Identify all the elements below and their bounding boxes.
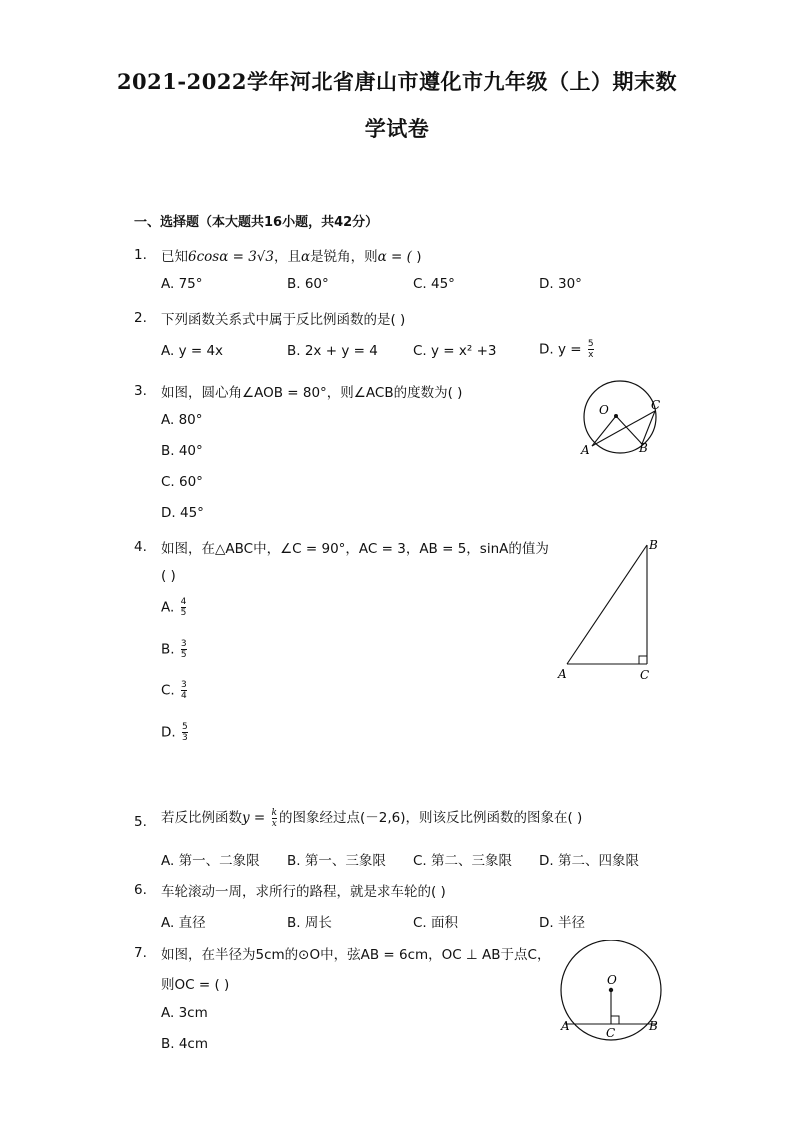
q4-option-a[interactable] (161, 597, 188, 618)
q6-option-b[interactable]: B. 周长 (287, 915, 332, 931)
q5-post: 的图象经过点(－2,6)，则该反比例函数的图象在( ) (279, 810, 583, 826)
fraction-numerator: 3 (180, 639, 187, 649)
q3-option-c[interactable]: C. 60° (161, 474, 203, 490)
fraction-denominator: 5 (180, 650, 187, 660)
question-6-stem: 车轮滚动一周，求所行的路程，就是求车轮的( ) (161, 884, 446, 900)
q2-option-d[interactable] (539, 339, 596, 360)
q6-option-d[interactable]: D. 半径 (539, 915, 585, 931)
question-7-stem: 如图，在半径为5cm的⊙O中，弦AB = 6cm，OC ⊥ AB于点C， (161, 947, 551, 963)
q3-circle-figure (570, 380, 680, 464)
fraction-numerator: k (271, 807, 277, 818)
q1-option-a[interactable]: A. 75° (161, 276, 203, 292)
q4-triangle-figure (553, 535, 673, 689)
fraction-denominator: 4 (181, 691, 187, 701)
question-number: 1. (134, 247, 147, 263)
question-2-stem: 下列函数关系式中属于反比例函数的是( ) (161, 312, 406, 328)
q1-option-c[interactable]: C. 45° (413, 276, 455, 292)
section-heading: 一、选择题（本大题共16小题，共42分） (134, 215, 379, 230)
q4-option-d[interactable] (161, 722, 190, 743)
q1-expr: 6cosα = 3√3 (188, 249, 274, 265)
q2-option-d-label: D. y = (539, 341, 586, 358)
q6-option-a[interactable]: A. 直径 (161, 915, 206, 931)
question-4-stem-cont: ( ) (161, 568, 176, 584)
question-4-stem: 如图，在△ABC中，∠C = 90°，AC = 3，AB = 5，sinA的值为 (161, 541, 549, 557)
option-label: C. (161, 682, 175, 699)
label-c: C (606, 1026, 616, 1040)
question-number: 7. (134, 945, 147, 961)
exam-title-line1: 2021-2022学年河北省唐山市遵化市九年级（上）期末数 (116, 69, 678, 94)
fraction-denominator: x (271, 818, 277, 829)
q2-option-a[interactable]: A. y = 4x (161, 343, 224, 359)
question-number: 6. (134, 882, 147, 898)
q1-pre: 已知 (161, 249, 188, 265)
question-number: 5. (134, 814, 147, 830)
label-b: B (649, 538, 658, 552)
q7-option-b[interactable]: B. 4cm (161, 1036, 209, 1052)
fraction-numerator: 5 (587, 339, 594, 349)
question-3-stem: 如图，圆心角∠AOB = 80°，则∠ACB的度数为( ) (161, 385, 463, 401)
q4-option-b-fraction (181, 639, 187, 660)
q2-option-c[interactable]: C. y = x² +3 (413, 343, 497, 359)
label-a: A (561, 1019, 570, 1033)
label-a: A (558, 667, 567, 681)
q5-option-a[interactable]: A. 第一、二象限 (161, 853, 260, 869)
label-o: O (599, 403, 609, 417)
q5-option-c[interactable]: C. 第二、三象限 (413, 853, 513, 869)
question-1-stem (161, 245, 421, 265)
fraction-numerator: 3 (181, 680, 187, 690)
option-label: A. (161, 599, 175, 616)
question-7-stem-cont: 则OC = ( ) (161, 977, 230, 993)
q1-alpha: α (301, 249, 311, 265)
option-label: B. (161, 641, 175, 658)
q1-alpha2: α = ( (377, 249, 412, 265)
q5-y: y = (242, 810, 270, 826)
fraction-denominator: 3 (181, 733, 188, 743)
label-c: C (651, 398, 661, 412)
q4-option-c-fraction (181, 680, 187, 701)
fraction-denominator: x (588, 350, 594, 360)
question-5-stem (161, 806, 582, 829)
question-number: 4. (134, 539, 147, 555)
q1-post: 是锐角，则 (310, 249, 378, 265)
q3-option-d[interactable]: D. 45° (161, 505, 204, 521)
q2-option-d-fraction (588, 339, 594, 360)
q5-fraction (272, 808, 277, 829)
q5-option-b[interactable]: B. 第一、三象限 (287, 853, 386, 869)
q5-pre: 若反比例函数 (161, 810, 242, 826)
label-c: C (640, 668, 650, 682)
q6-option-c[interactable]: C. 面积 (413, 915, 459, 931)
fraction-numerator: 5 (181, 722, 188, 732)
q4-option-c[interactable] (161, 680, 189, 701)
q3-option-a[interactable]: A. 80° (161, 412, 203, 428)
q5-option-d[interactable]: D. 第二、四象限 (539, 853, 639, 869)
fraction-numerator: 4 (180, 597, 187, 607)
q4-option-d-fraction (182, 722, 188, 743)
fraction-denominator: 5 (180, 608, 187, 618)
q1-option-b[interactable]: B. 60° (287, 276, 329, 292)
q3-option-b[interactable]: B. 40° (161, 443, 203, 459)
label-b: B (639, 441, 648, 455)
q1-option-d[interactable]: D. 30° (539, 276, 582, 292)
option-label: D. (161, 724, 176, 741)
q2-option-b[interactable]: B. 2x + y = 4 (287, 343, 378, 359)
q7-option-a[interactable]: A. 3cm (161, 1005, 208, 1021)
q1-end: ) (411, 249, 422, 265)
label-a: A (581, 443, 590, 457)
label-o: O (607, 973, 617, 987)
q1-mid: ，且 (274, 249, 301, 265)
question-number: 3. (134, 383, 147, 399)
question-number: 2. (134, 310, 147, 326)
exam-title-line2: 学试卷 (364, 116, 430, 141)
q4-option-a-fraction (181, 597, 187, 618)
q4-option-b[interactable] (161, 639, 189, 660)
q7-circle-figure (555, 940, 670, 1049)
label-b: B (649, 1019, 658, 1033)
